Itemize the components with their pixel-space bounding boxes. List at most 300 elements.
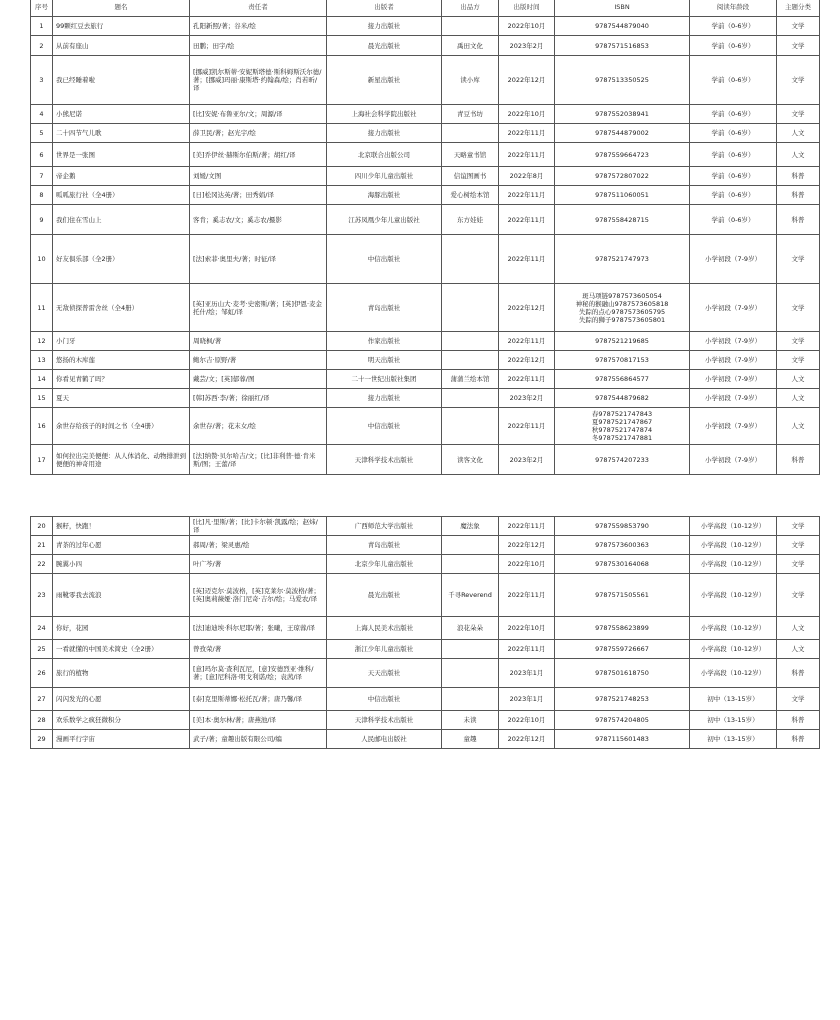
isbn-line: 9787574204805 (595, 716, 649, 724)
cell-isbn (555, 659, 690, 688)
cell-topic: 科普 (777, 205, 820, 235)
cell-age: 小学初段（7-9岁） (690, 351, 777, 370)
cell-publisher: 北京联合出版公司 (327, 143, 442, 167)
table-row (31, 517, 820, 536)
table-row (31, 536, 820, 555)
cell-date: 2023年2月 (499, 389, 555, 408)
cell-date: 2022年11月 (499, 124, 555, 143)
table-row (31, 186, 820, 205)
cell-publisher: 明天出版社 (327, 351, 442, 370)
cell-producer: 读客文化 (442, 445, 499, 475)
cell-producer: 信谊图画书 (442, 167, 499, 186)
cell-publisher: 天天出版社 (327, 659, 442, 688)
table-row (31, 659, 820, 688)
isbn-line: 9787544879040 (595, 22, 649, 30)
column-header: 责任者 (190, 0, 327, 17)
cell-age: 小学高段（10-12岁） (690, 617, 777, 640)
cell-no: 16 (31, 408, 53, 445)
cell-no: 20 (31, 517, 53, 536)
cell-no: 27 (31, 688, 53, 711)
isbn-line: 9787530164068 (595, 560, 649, 568)
column-header: 阅读年龄段 (690, 0, 777, 17)
cell-producer: 千寻Reverend (442, 574, 499, 617)
isbn-line: 失踪的狮子9787573605801 (578, 315, 666, 324)
cell-producer (442, 351, 499, 370)
cell-isbn (555, 332, 690, 351)
cell-topic: 文学 (777, 574, 820, 617)
cell-isbn (555, 284, 690, 332)
cell-age: 小学高段（10-12岁） (690, 555, 777, 574)
cell-title: 腕翼小四 (53, 555, 190, 574)
table-row (31, 105, 820, 124)
cell-producer: 青豆书坊 (442, 105, 499, 124)
cell-age: 学前（0-6岁） (690, 143, 777, 167)
cell-age: 初中（13-15岁） (690, 711, 777, 730)
cell-isbn (555, 640, 690, 659)
cell-topic: 人文 (777, 408, 820, 445)
cell-publisher: 海豚出版社 (327, 186, 442, 205)
cell-publisher: 新星出版社 (327, 56, 442, 105)
cell-producer: 东方娃娃 (442, 205, 499, 235)
cell-no: 6 (31, 143, 53, 167)
cell-age: 小学初段（7-9岁） (690, 332, 777, 351)
cell-age: 学前（0-6岁） (690, 205, 777, 235)
cell-topic: 科普 (777, 167, 820, 186)
cell-no: 21 (31, 536, 53, 555)
cell-author: [英]迈克尔·莫波格，[英]克莱尔·莫波格/著；[英]奥莉薇娅·洛门尼奇·吉尔/绘；马爱农/译 (190, 574, 327, 617)
cell-age: 小学初段（7-9岁） (690, 235, 777, 284)
cell-producer (442, 659, 499, 688)
cell-date: 2022年12月 (499, 536, 555, 555)
cell-publisher: 四川少年儿童出版社 (327, 167, 442, 186)
cell-isbn (555, 167, 690, 186)
cell-topic: 文学 (777, 517, 820, 536)
cell-age: 小学高段（10-12岁） (690, 659, 777, 688)
cell-topic: 文学 (777, 105, 820, 124)
cell-date: 2023年2月 (499, 445, 555, 475)
cell-topic: 文学 (777, 332, 820, 351)
cell-publisher: 上海社会科学院出版社 (327, 105, 442, 124)
cell-title: 如何拉出完美便便：从人体消化、动物排泄到便便的神奇用途 (53, 445, 190, 475)
table-row (31, 711, 820, 730)
cell-producer: 浪花朵朵 (442, 617, 499, 640)
cell-isbn (555, 143, 690, 167)
cell-isbn (555, 574, 690, 617)
cell-producer: 童趣 (442, 730, 499, 749)
cell-author: [挪威]凯尔斯蒂·安妮斯塔德·斯科姆斯沃尔德/著；[挪威]玛丽·康斯塔·约翰森/绘；肖若昕/译 (190, 56, 327, 105)
cell-age: 学前（0-6岁） (690, 17, 777, 36)
cell-no: 9 (31, 205, 53, 235)
cell-producer: 魔法象 (442, 517, 499, 536)
column-header: 出版时间 (499, 0, 555, 17)
cell-author: 曾孜荣/著 (190, 640, 327, 659)
cell-author: [比]安妮·布鲁亚尔/文；周源/译 (190, 105, 327, 124)
cell-author: [美]本·奥尔林/著；唐燕池/译 (190, 711, 327, 730)
isbn-line: 9787559726667 (595, 645, 649, 653)
cell-title: 世界是一张图 (53, 143, 190, 167)
cell-title: 青茶的过年心愿 (53, 536, 190, 555)
isbn-line: 9787556864577 (595, 375, 649, 383)
cell-topic: 文学 (777, 56, 820, 105)
table-row (31, 17, 820, 36)
cell-producer: 爱心树绘本馆 (442, 186, 499, 205)
cell-publisher: 晨光出版社 (327, 36, 442, 56)
cell-topic: 科普 (777, 445, 820, 475)
cell-isbn (555, 445, 690, 475)
cell-topic: 科普 (777, 186, 820, 205)
cell-title: 你看见青鹤了吗？ (53, 370, 190, 389)
cell-author: 余世存/著；花末女/绘 (190, 408, 327, 445)
cell-no: 12 (31, 332, 53, 351)
cell-author: 郝周/著；梁灵惠/绘 (190, 536, 327, 555)
isbn-line: 9787544879682 (595, 394, 649, 402)
booklist-table-part2 (30, 516, 820, 749)
isbn-line: 9787571516853 (595, 41, 649, 50)
cell-topic: 文学 (777, 351, 820, 370)
cell-author: 武子/著；童趣出版有限公司/编 (190, 730, 327, 749)
cell-no: 25 (31, 640, 53, 659)
isbn-line: 9787511060051 (595, 191, 649, 199)
cell-date: 2022年11月 (499, 186, 555, 205)
cell-date: 2022年11月 (499, 517, 555, 536)
cell-producer (442, 17, 499, 36)
isbn-line: 斑马项链9787573605054 (582, 291, 662, 300)
cell-isbn (555, 389, 690, 408)
cell-producer: 未读 (442, 711, 499, 730)
cell-publisher: 浙江少年儿童出版社 (327, 640, 442, 659)
isbn-line: 9787573600363 (595, 541, 649, 549)
cell-age: 小学初段（7-9岁） (690, 408, 777, 445)
cell-isbn (555, 105, 690, 124)
cell-age: 学前（0-6岁） (690, 186, 777, 205)
isbn-line: 夏9787521747867 (591, 418, 653, 426)
cell-author: [英]亚历山大·麦考·史密斯/著；[英]伊恩·麦金托什/绘；邹虹/译 (190, 284, 327, 332)
cell-title: 帝企鹅 (53, 167, 190, 186)
isbn-line: 9787521748253 (595, 695, 649, 703)
cell-author: [韩]苏西·李/著；徐丽红/译 (190, 389, 327, 408)
cell-age: 小学高段（10-12岁） (690, 536, 777, 555)
isbn-line: 秋9787521747874 (591, 426, 653, 434)
table-row (31, 688, 820, 711)
cell-no: 11 (31, 284, 53, 332)
cell-author: 薛卫民/著；赵光宇/绘 (190, 124, 327, 143)
cell-publisher: 广西师范大学出版社 (327, 517, 442, 536)
cell-author: 田鹏；田宇/绘 (190, 36, 327, 56)
column-header: 出品方 (442, 0, 499, 17)
cell-publisher: 中信出版社 (327, 235, 442, 284)
column-header: 序号 (31, 0, 53, 17)
cell-age: 初中（13-15岁） (690, 688, 777, 711)
isbn-line: 9787559664723 (595, 150, 649, 159)
table-row (31, 36, 820, 56)
cell-producer: 读小库 (442, 56, 499, 105)
cell-topic: 文学 (777, 17, 820, 36)
table-row (31, 143, 820, 167)
cell-topic: 人文 (777, 389, 820, 408)
cell-isbn (555, 370, 690, 389)
cell-no: 2 (31, 36, 53, 56)
cell-topic: 科普 (777, 711, 820, 730)
cell-no: 10 (31, 235, 53, 284)
cell-date: 2023年2月 (499, 36, 555, 56)
cell-author: 叶广芩/著 (190, 555, 327, 574)
cell-date: 2022年10月 (499, 555, 555, 574)
cell-author: 周晓枫/著 (190, 332, 327, 351)
cell-topic: 人文 (777, 640, 820, 659)
cell-isbn (555, 124, 690, 143)
cell-date: 2022年10月 (499, 711, 555, 730)
cell-topic: 文学 (777, 555, 820, 574)
isbn-line: 9787571505561 (595, 591, 649, 599)
cell-date: 2022年10月 (499, 105, 555, 124)
cell-producer: 天略童书馆 (442, 143, 499, 167)
table-row (31, 730, 820, 749)
column-header: 出版者 (327, 0, 442, 17)
cell-producer (442, 284, 499, 332)
cell-no: 5 (31, 124, 53, 143)
cell-topic: 人文 (777, 143, 820, 167)
cell-age: 学前（0-6岁） (690, 56, 777, 105)
cell-title: 呱呱旅行社（全4册） (53, 186, 190, 205)
cell-no: 14 (31, 370, 53, 389)
cell-no: 7 (31, 167, 53, 186)
cell-topic: 文学 (777, 284, 820, 332)
cell-title: 小熊尼诺 (53, 105, 190, 124)
cell-producer: 禹田文化 (442, 36, 499, 56)
cell-publisher: 二十一世纪出版社集团 (327, 370, 442, 389)
cell-isbn (555, 235, 690, 284)
cell-date: 2022年11月 (499, 370, 555, 389)
cell-date: 2022年10月 (499, 17, 555, 36)
cell-title: 我们住在雪山上 (53, 205, 190, 235)
cell-author: 鲍尔吉·原野/著 (190, 351, 327, 370)
cell-no: 13 (31, 351, 53, 370)
cell-topic: 人文 (777, 370, 820, 389)
cell-isbn (555, 17, 690, 36)
cell-no: 15 (31, 389, 53, 408)
cell-publisher: 青岛出版社 (327, 536, 442, 555)
cell-isbn (555, 36, 690, 56)
cell-no: 28 (31, 711, 53, 730)
cell-author: [法]索菲·奥里夫/著；时征/译 (190, 235, 327, 284)
isbn-line: 9787572807022 (595, 172, 649, 180)
cell-no: 1 (31, 17, 53, 36)
cell-date: 2022年8月 (499, 167, 555, 186)
cell-publisher: 中信出版社 (327, 688, 442, 711)
cell-isbn (555, 711, 690, 730)
column-header: 题名 (53, 0, 190, 17)
cell-age: 学前（0-6岁） (690, 167, 777, 186)
cell-publisher: 晨光出版社 (327, 574, 442, 617)
isbn-line: 9787552038941 (595, 110, 649, 118)
cell-date: 2022年11月 (499, 235, 555, 284)
cell-title: 悠扬的木库莲 (53, 351, 190, 370)
cell-title: 余世存给孩子的时间之书（全4册） (53, 408, 190, 445)
isbn-line: 9787115601483 (595, 735, 649, 743)
cell-no: 17 (31, 445, 53, 475)
table-row (31, 617, 820, 640)
cell-publisher: 江苏凤凰少年儿童出版社 (327, 205, 442, 235)
cell-publisher: 人民邮电出版社 (327, 730, 442, 749)
cell-date: 2022年11月 (499, 408, 555, 445)
cell-age: 小学初段（7-9岁） (690, 370, 777, 389)
cell-age: 学前（0-6岁） (690, 124, 777, 143)
cell-isbn (555, 536, 690, 555)
isbn-line: 冬9787521747881 (591, 434, 653, 442)
cell-author: 孔阳新照/著；谷米/绘 (190, 17, 327, 36)
booklist-table-part1 (30, 0, 820, 475)
cell-no: 8 (31, 186, 53, 205)
cell-producer (442, 124, 499, 143)
cell-producer (442, 555, 499, 574)
isbn-line: 9787574207233 (595, 455, 649, 464)
cell-topic: 文学 (777, 235, 820, 284)
cell-producer (442, 688, 499, 711)
cell-isbn (555, 56, 690, 105)
isbn-line: 春9787521747843 (591, 410, 653, 418)
cell-title: 你好，花园 (53, 617, 190, 640)
table-row (31, 389, 820, 408)
cell-no: 26 (31, 659, 53, 688)
cell-title: 雨靴零我去流浪 (53, 574, 190, 617)
cell-title: 二十四节气儿歌 (53, 124, 190, 143)
cell-producer (442, 536, 499, 555)
cell-author: [日]松冈达英/著；田秀娟/译 (190, 186, 327, 205)
isbn-line: 9787558428715 (595, 215, 649, 224)
cell-author: [比]凡·里斯/著；[比]卡尔顿·凯露/绘；赵炜/译 (190, 517, 327, 536)
cell-isbn (555, 186, 690, 205)
cell-title: 旅行的植物 (53, 659, 190, 688)
cell-title: 从前有座山 (53, 36, 190, 56)
cell-author: 戴芸/文；[英]郁蓉/图 (190, 370, 327, 389)
cell-title: 欢乐数学之疯狂微积分 (53, 711, 190, 730)
table-row (31, 56, 820, 105)
cell-date: 2022年11月 (499, 143, 555, 167)
cell-title: 夏天 (53, 389, 190, 408)
cell-age: 小学高段（10-12岁） (690, 574, 777, 617)
cell-no: 22 (31, 555, 53, 574)
cell-date: 2022年12月 (499, 284, 555, 332)
cell-date: 2022年11月 (499, 574, 555, 617)
cell-date: 2023年1月 (499, 659, 555, 688)
cell-date: 2022年12月 (499, 730, 555, 749)
cell-title: 闪闪发光的心愿 (53, 688, 190, 711)
table-row (31, 555, 820, 574)
table-row (31, 640, 820, 659)
cell-publisher: 青岛出版社 (327, 284, 442, 332)
cell-publisher: 上海人民美术出版社 (327, 617, 442, 640)
cell-publisher: 接力出版社 (327, 389, 442, 408)
cell-isbn (555, 555, 690, 574)
table-row (31, 124, 820, 143)
table-row (31, 332, 820, 351)
cell-date: 2022年11月 (499, 332, 555, 351)
cell-topic: 科普 (777, 659, 820, 688)
cell-age: 小学高段（10-12岁） (690, 640, 777, 659)
cell-producer (442, 389, 499, 408)
table-row (31, 370, 820, 389)
cell-publisher: 天津科学技术出版社 (327, 445, 442, 475)
cell-publisher: 中信出版社 (327, 408, 442, 445)
cell-no: 23 (31, 574, 53, 617)
isbn-line: 失踪的点心9787573605795 (578, 307, 666, 316)
cell-isbn (555, 205, 690, 235)
cell-date: 2022年12月 (499, 56, 555, 105)
cell-date: 2023年1月 (499, 688, 555, 711)
table-row (31, 351, 820, 370)
cell-no: 29 (31, 730, 53, 749)
cell-isbn (555, 617, 690, 640)
cell-title: 猴籽，快跑！ (53, 517, 190, 536)
table-row (31, 205, 820, 235)
isbn-line: 9787558623899 (595, 624, 649, 632)
cell-date: 2022年10月 (499, 617, 555, 640)
isbn-line: 9787544879002 (595, 129, 649, 137)
cell-no: 4 (31, 105, 53, 124)
cell-no: 3 (31, 56, 53, 105)
cell-title: 无敌侦探普雷舍丝（全4册） (53, 284, 190, 332)
cell-title: 99颗红豆去旅行 (53, 17, 190, 36)
cell-publisher: 接力出版社 (327, 17, 442, 36)
cell-title: 小门牙 (53, 332, 190, 351)
column-header: 主题分类 (777, 0, 820, 17)
cell-age: 小学初段（7-9岁） (690, 284, 777, 332)
cell-date: 2022年11月 (499, 205, 555, 235)
isbn-line: 9787521219685 (595, 337, 649, 345)
cell-title: 我已经睡着啦 (53, 56, 190, 105)
isbn-line: 9787559853790 (595, 522, 649, 530)
cell-publisher: 北京少年儿童出版社 (327, 555, 442, 574)
cell-author: [法]迪迪埃·科尔尼耶/著；张曦，王琼蓉/译 (190, 617, 327, 640)
cell-isbn (555, 517, 690, 536)
cell-author: [法]纳赞·贝尔哈吉/文；[比]非利普·德·肯米斯/图；王蕾/译 (190, 445, 327, 475)
isbn-line: 神秘的猴融山9787573605818 (575, 299, 669, 308)
cell-producer (442, 235, 499, 284)
cell-isbn (555, 408, 690, 445)
cell-producer: 蒲蒲兰绘本馆 (442, 370, 499, 389)
cell-date: 2022年12月 (499, 351, 555, 370)
cell-isbn (555, 688, 690, 711)
isbn-line: 9787513350525 (595, 76, 649, 84)
cell-topic: 人文 (777, 124, 820, 143)
cell-age: 小学初段（7-9岁） (690, 445, 777, 475)
cell-age: 学前（0-6岁） (690, 36, 777, 56)
cell-publisher: 天津科学技术出版社 (327, 711, 442, 730)
page-break (0, 499, 840, 516)
cell-age: 小学高段（10-12岁） (690, 517, 777, 536)
table-row (31, 445, 820, 475)
table-row (31, 235, 820, 284)
cell-producer (442, 332, 499, 351)
cell-topic: 文学 (777, 36, 820, 56)
isbn-line: 9787501618750 (595, 669, 649, 677)
cell-author: 刘媛/文图 (190, 167, 327, 186)
cell-age: 学前（0-6岁） (690, 105, 777, 124)
cell-publisher: 作家出版社 (327, 332, 442, 351)
cell-title: 漫画平行宇宙 (53, 730, 190, 749)
cell-topic: 文学 (777, 688, 820, 711)
cell-author: 客肯；奚志农/文；奚志农/摄影 (190, 205, 327, 235)
cell-publisher: 接力出版社 (327, 124, 442, 143)
cell-isbn (555, 351, 690, 370)
column-header: ISBN (555, 0, 690, 17)
table-row (31, 167, 820, 186)
isbn-line: 9787570817153 (595, 356, 649, 364)
cell-topic: 科普 (777, 730, 820, 749)
cell-author: [意]玛尔莫·查利瓦尼，[意]安德烈亚·维科/著；[意]尼科洛·明戈利诺/绘；袁茜/译 (190, 659, 327, 688)
cell-author: [美]乔伊丝·赫斯尔伯斯/著；胡红/译 (190, 143, 327, 167)
cell-no: 24 (31, 617, 53, 640)
